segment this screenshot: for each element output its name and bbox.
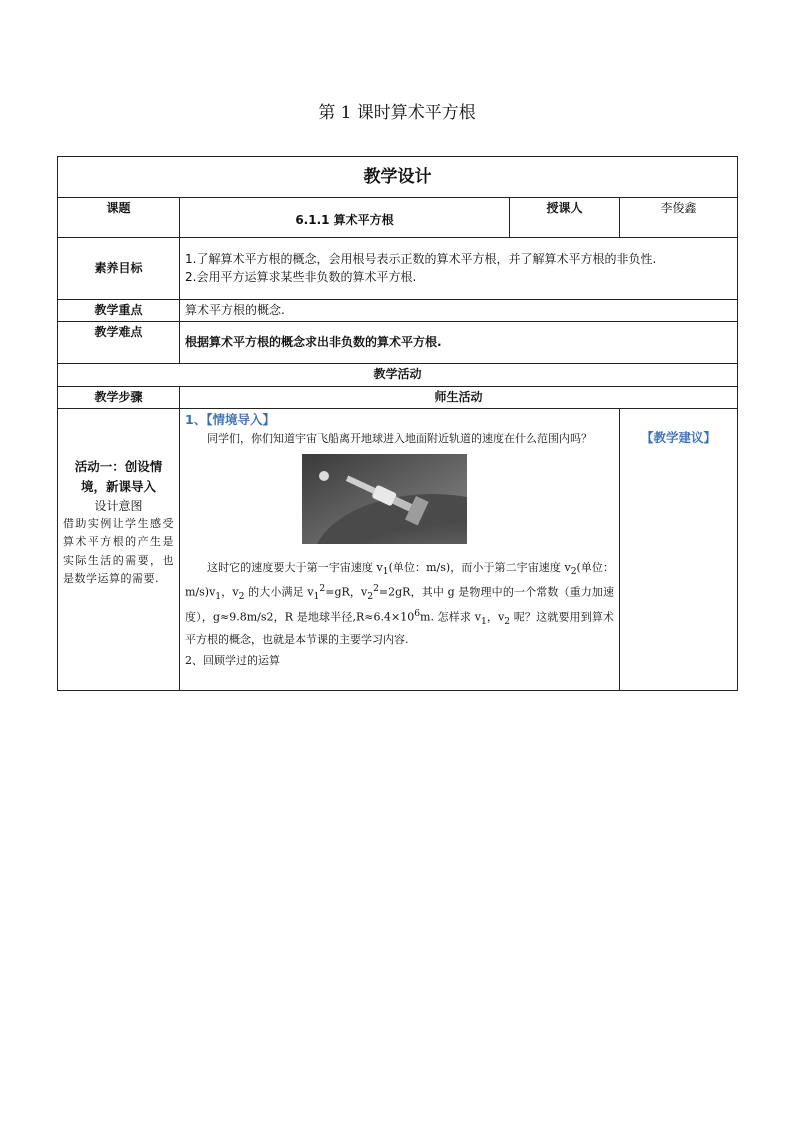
suggestion-cell [620,409,738,691]
teaching-suggestion: 【教学建议】 [641,430,717,446]
goal-line-2: 2.会用平方运算求某些非负数的算术平方根. [185,269,417,284]
intent-text: 借助实例让学生感受算术平方根的产生是实际生活的需要，也是数学运算的需要. [63,517,174,585]
intent-title: 设计意图 [94,498,143,513]
activity1-name: 活动一：创设情境，新课导入 [74,459,163,494]
teacher-student-label: 师生活动 [180,386,738,408]
vel-text-f: =gR，v [325,585,368,599]
document-title: 第 1 课时算术平方根 [318,103,476,123]
vel-text-g: =2gR，其中 g 是物理中的一个常数（重力加速度），g≈9.8m/s2，R 是地球半径,R≈6.4×10 [185,585,614,624]
activity1-step-cell [58,409,180,691]
section-situation-title: 1、【情境导入】 [185,412,275,428]
goals-cell [180,238,738,300]
difficulty-label: 教学难点 [58,322,180,364]
intro-paragraph: 同学们，你们知道宇宙飞船离开地球进入地面附近轨道的速度在什么范围内吗？ [207,432,592,446]
steps-label: 教学步骤 [58,386,180,408]
vel-text-j: 呢？这就要用到算术平方根的概念，也就是本节课的主要学习内容. [185,610,615,647]
activities-heading: 教学活动 [58,364,738,386]
difficulty-value: 根据算术平方根的概念求出非负数的算术平方根. [180,322,738,364]
topic-label: 课题 [58,198,180,238]
vel-text-b: (单位：m/s)，而小于第二宇宙速度 v [388,560,571,574]
vel-text-c: (单位：m/s)v [185,560,614,599]
vel-text-h: m. 怎样求 v [420,610,481,624]
velocity-paragraph: 这时它的速度要大于第一宇宙速度 $v_1$(单位：m/s)，而小于第二宇宙速度 $v_2$(单位：$m/s)v_1$，$v_2$ 的大小满足 $v_1^2=gR$，$v_2^2=2gR$，其中 g 是物理中的一个常数（重力加速度），g≈9.8m/s2，R 是地球半径$,R\approx 6.4\times 10^6m$. 怎样求 $v_1$，$v_2$ 呢？这就要用到算术平方根的概念，也就是本节课的主要学习内容. [185,560,615,647]
key-point-value: 算术平方根的概念. [180,300,738,322]
teaching-design-table [57,156,738,691]
vel-text-d: ，v [221,585,239,599]
table-heading: 教学设计 [58,157,738,198]
activity1-content-cell [180,409,620,691]
topic-text: 6.1.1 算术平方根 [295,212,394,227]
key-point-label: 教学重点 [58,300,180,322]
teacher-name: 李俊鑫 [620,198,738,238]
vel-text-i: ，v [486,610,505,624]
vel-text-a: 这时它的速度要大于第一宇宙速度 v [207,560,383,574]
teacher-label: 授课人 [510,198,620,238]
section-review-title: 2、回顾学过的运算 [185,653,280,667]
spacecraft-photo [302,454,467,544]
goals-label: 素养目标 [58,238,180,300]
goal-line-1: 1.了解算术平方根的概念，会用根号表示正数的算术平方根，并了解算术平方根的非负性. [185,252,657,267]
vel-text-e: 的大小满足 v [244,585,314,599]
topic-value [180,198,510,238]
